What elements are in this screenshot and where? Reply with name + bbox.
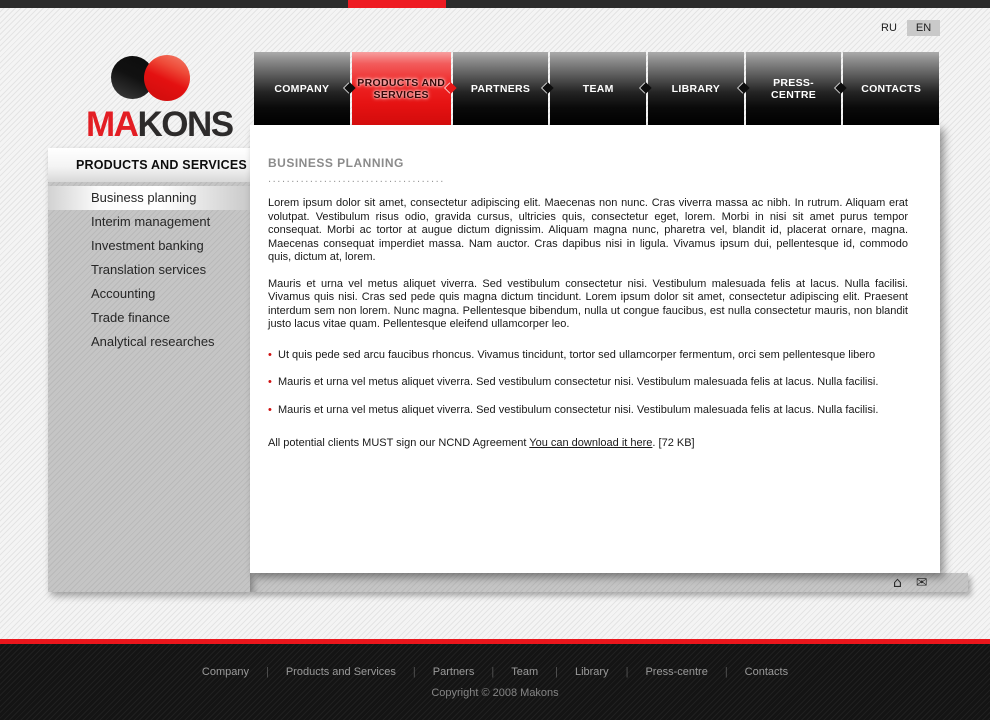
main-nav [254, 52, 939, 125]
bottom-strip [250, 573, 968, 592]
page-title: BUSINESS PLANNING [268, 156, 404, 170]
body-paragraph: Lorem ipsum dolor sit amet, consectetur adipiscing elit. Maecenas non nunc. Cras viverra massa ac nibh. In rutrum. Aliquam erat volutpat. Vestibulum risus odio, gravida cursus, ultricies quis, consectetur eget, lorem. Morbi in nisi sit amet purus tempor consequat. Morbi ac tortor at augue dictum dignissim. Aliquam magna nunc, pharetra vel, blandit id, placerat ornare, magna. Maecenas consequat imperdiet massa. Nam auctor. Cras dapibus nisi in ligula. Vivamus ipsum dui, pellentesque id, commodo quis, dictum at, lorem. [268, 197, 908, 263]
download-link[interactable]: You can download it here [529, 437, 653, 449]
quick-icons [893, 576, 928, 590]
footer-link-separator: | [625, 666, 629, 678]
logo-text [86, 107, 233, 142]
footer-link-separator: | [555, 666, 558, 678]
nav-tab-label: CONTACTS [861, 82, 922, 95]
footer-link[interactable]: Products and Services [285, 666, 396, 678]
logo-mark-red-circle-icon [144, 55, 190, 101]
bullet-text: Mauris et urna vel metus aliquet viverra. Sed vestibulum consectetur nisi. Vestibulum malesuada felis at lacus. Nulla facilisi. [278, 376, 879, 388]
nav-tab-label: PARTNERS [470, 82, 531, 95]
footer-link[interactable]: Company [201, 666, 249, 678]
mail-icon[interactable]: ✉ [915, 575, 928, 591]
bullet-text: Ut quis pede sed arcu faucibus rhoncus. Vivamus tincidunt, tortor sed ullamcorper fermentum, orci sem pellentesque libero [278, 348, 876, 361]
sidebar-item[interactable]: Accounting [91, 286, 156, 301]
nav-tab-label: PRESS-CENTRE [771, 76, 817, 101]
copyright: Copyright © 2008 Makons [431, 687, 559, 699]
language-option[interactable]: RU [881, 22, 897, 34]
footer-link[interactable]: Contacts [744, 666, 789, 678]
nav-tab-label: PRODUCTS AND SERVICES [357, 76, 446, 101]
sidebar-item[interactable]: Interim management [91, 214, 211, 229]
bullet-list [268, 349, 908, 418]
sidebar-item[interactable]: Translation services [91, 262, 207, 277]
nav-tab-label: TEAM [582, 82, 614, 95]
page-content [268, 157, 908, 451]
language-option[interactable]: EN [907, 20, 940, 36]
active-tab-indicator [348, 0, 446, 8]
footer-link[interactable]: Library [574, 666, 609, 678]
sidebar-title: PRODUCTS AND SERVICES [48, 148, 250, 182]
nav-tab-label: COMPANY [274, 82, 330, 95]
footer-link[interactable]: Team [511, 666, 539, 678]
agreement-note [268, 437, 908, 451]
nav-tab[interactable] [453, 52, 549, 125]
bullet-item [268, 404, 908, 418]
bullet-item [268, 376, 908, 390]
top-bar [0, 0, 990, 8]
heading-dotted-rule: ...................................... [268, 172, 445, 185]
agreement-note-suffix: . [72 KB] [652, 437, 695, 449]
content-panel [250, 125, 940, 573]
sidebar-item[interactable]: Trade finance [91, 310, 171, 325]
footer-link-separator: | [491, 666, 495, 678]
footer-link[interactable]: Partners [432, 666, 475, 678]
footer-links [0, 644, 990, 678]
nav-tab[interactable] [648, 52, 744, 125]
bullet-dot-icon: • [268, 376, 272, 388]
home-icon[interactable]: ⌂ [893, 575, 902, 591]
nav-tab-label: LIBRARY [671, 82, 721, 95]
footer-link-separator: | [265, 666, 269, 678]
sidebar-menu [48, 182, 250, 354]
footer-link[interactable]: Press-centre [645, 666, 708, 678]
nav-tab[interactable] [746, 52, 842, 125]
bullet-dot-icon: • [268, 403, 272, 416]
bullet-item [268, 349, 908, 363]
sidebar [48, 148, 250, 592]
language-switcher [878, 20, 940, 36]
nav-tab[interactable] [254, 52, 350, 125]
logo[interactable] [85, 50, 233, 144]
logo-text-secondary: KONS [137, 105, 233, 144]
sidebar-item[interactable]: Business planning [48, 186, 250, 210]
body-paragraph: Mauris et urna vel metus aliquet viverra. Sed vestibulum consectetur nisi. Vestibulum malesuada felis at lacus. Nulla facilisi. Vivamus quis nisi. Cras sed pede quis magna dictum tincidunt. Lorem ipsum dolor sit amet, consectetur adipiscing elit. Praesent interdum sem non lorem. Nunc magna. Pellentesque bibendum, nulla ut congue faucibus, est nulla consectetur mauris, non blandit justo lacus vitae quam. Pellentesque eleifend ullamcorper leo. [268, 277, 908, 330]
footer [0, 644, 990, 720]
footer-link-separator: | [412, 666, 416, 678]
paragraphs [268, 197, 908, 332]
sidebar-item[interactable]: Investment banking [91, 238, 204, 253]
bullet-text: Mauris et urna vel metus aliquet viverra. Sed vestibulum consectetur nisi. Vestibulum malesuada felis at lacus. Nulla facilisi. [278, 403, 879, 416]
agreement-note-prefix: All potential clients MUST sign our NCND Agreement [268, 437, 530, 449]
nav-tab[interactable] [352, 52, 451, 125]
nav-tab[interactable] [843, 52, 939, 125]
sidebar-item[interactable]: Analytical researches [91, 334, 215, 349]
logo-text-primary: MA [86, 105, 138, 144]
bullet-dot-icon: • [268, 348, 272, 361]
nav-tab[interactable] [550, 52, 646, 125]
footer-link-separator: | [724, 666, 728, 678]
